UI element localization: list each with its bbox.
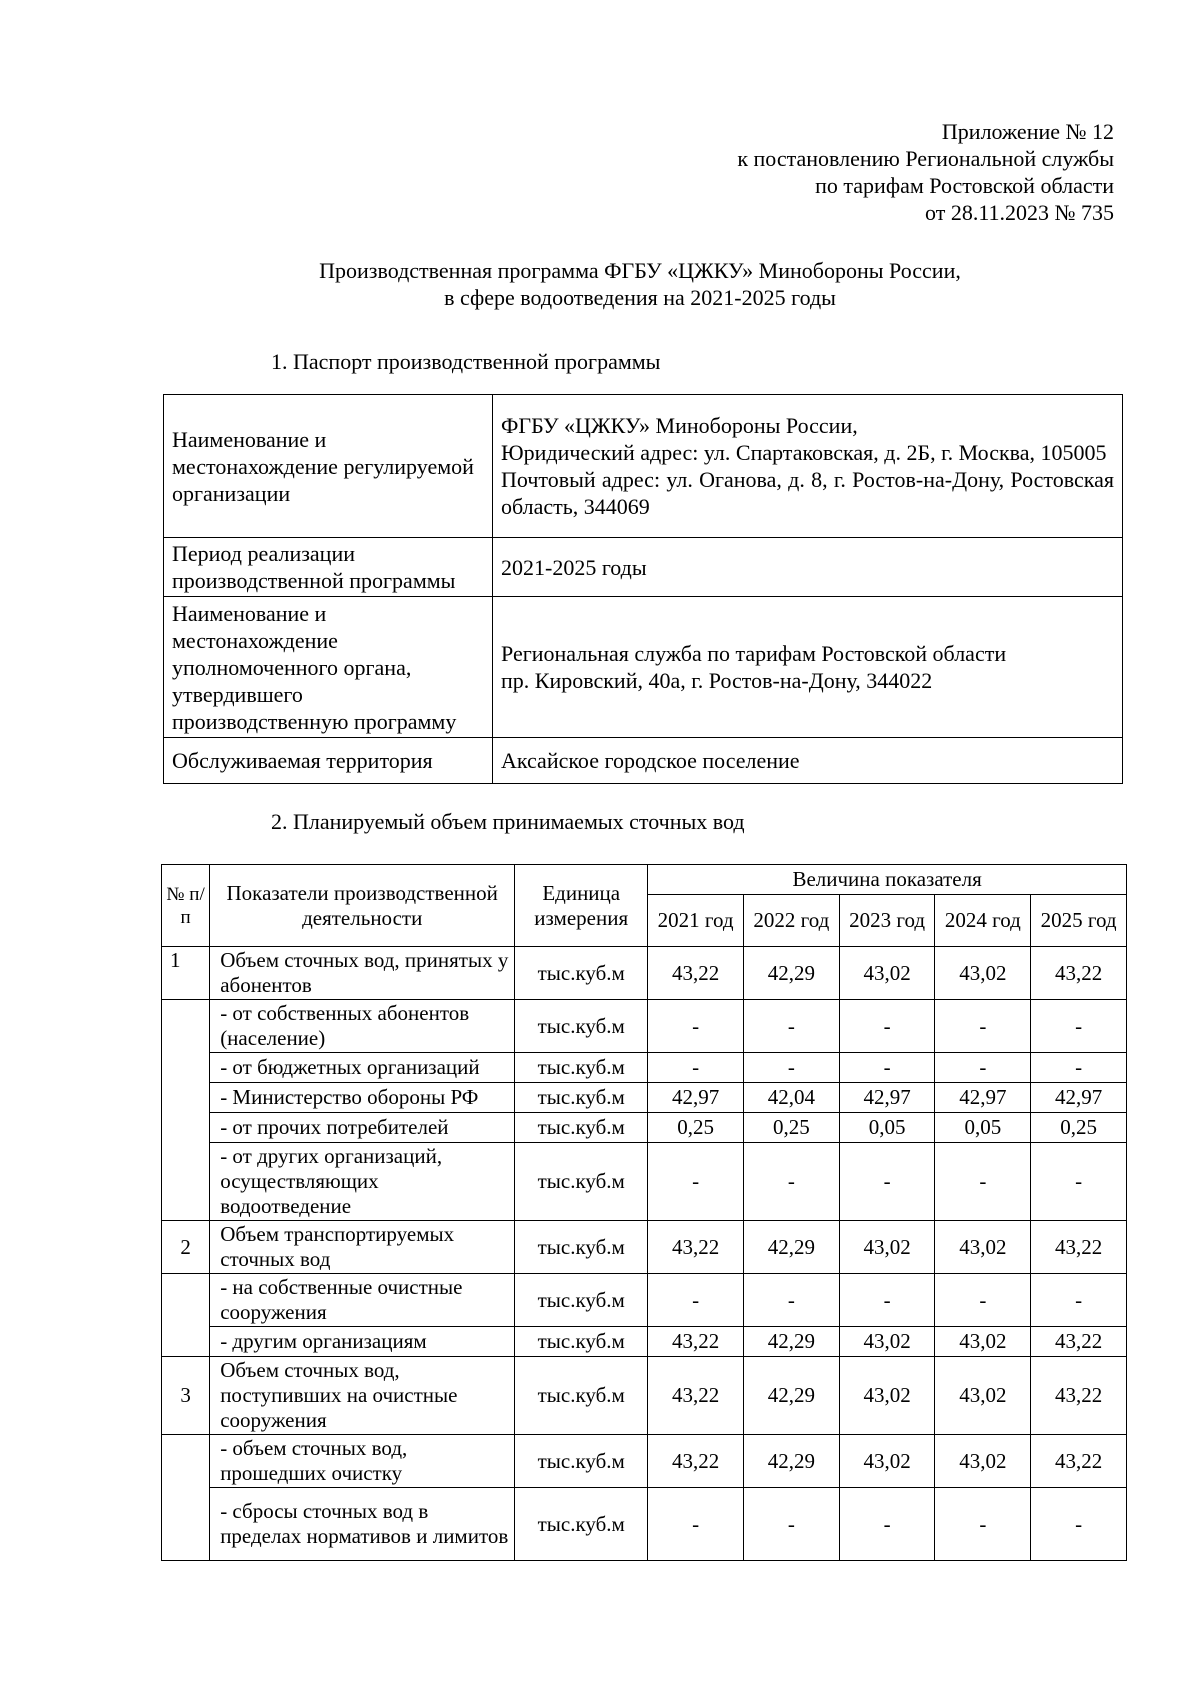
value-cell: - (839, 1274, 935, 1327)
value-cell: 42,29 (743, 1357, 839, 1435)
unit-cell: тыс.куб.м (515, 1327, 648, 1357)
header-indicator: Показатели производственной деятельности (210, 865, 515, 947)
row-number: 2 (162, 1221, 210, 1274)
value-cell: - (935, 1000, 1031, 1053)
value-cell: 43,02 (839, 1357, 935, 1435)
table-row (162, 1221, 1127, 1274)
appendix-authority: по тарифам Ростовской области (815, 173, 1114, 198)
value-cell: - (743, 1053, 839, 1083)
value-cell: 43,22 (648, 1327, 744, 1357)
unit-cell: тыс.куб.м (515, 1000, 648, 1053)
value-cell: 43,02 (839, 1435, 935, 1488)
value-cell: 43,02 (839, 1221, 935, 1274)
passport-value (493, 395, 1123, 538)
table-row (164, 538, 1123, 597)
value-cell: 43,22 (1031, 947, 1127, 1000)
value-cell: 0,05 (935, 1113, 1031, 1143)
passport-label: Период реализации производственной программы (164, 538, 493, 597)
value-cell: - (648, 1274, 744, 1327)
passport-value (493, 738, 1123, 784)
value-cell: 43,22 (1031, 1357, 1127, 1435)
indicator-cell: - от прочих потребителей (210, 1113, 515, 1143)
document-title (160, 257, 1120, 311)
value-cell: 43,22 (648, 1357, 744, 1435)
table-row (162, 1435, 1127, 1488)
value-cell: - (839, 1000, 935, 1053)
value-cell: 43,02 (935, 1357, 1031, 1435)
unit-cell: тыс.куб.м (515, 1274, 648, 1327)
value-cell: - (935, 1488, 1031, 1561)
unit-cell: тыс.куб.м (515, 1143, 648, 1221)
value-cell: 43,22 (1031, 1327, 1127, 1357)
value-cell: - (935, 1143, 1031, 1221)
value-cell: - (1031, 1143, 1127, 1221)
table-row (164, 597, 1123, 738)
header-unit: Единица измерения (515, 865, 648, 947)
indicator-cell: Объем транспортируемых сточных вод (210, 1221, 515, 1274)
value-cell: - (1031, 1053, 1127, 1083)
row-number: 3 (162, 1357, 210, 1435)
value-line: 2021-2025 годы (501, 554, 647, 580)
document-title-line: в сфере водоотведения на 2021-2025 годы (444, 285, 836, 310)
section-1-title: 1. Паспорт производственной программы (271, 349, 661, 374)
value-cell: 0,25 (1031, 1113, 1127, 1143)
passport-label: Наименование и местонахождение регулируемой организации (164, 395, 493, 538)
indicator-cell: Объем сточных вод, принятых у абонентов (210, 947, 515, 1000)
value-cell: - (743, 1000, 839, 1053)
value-cell: 43,02 (935, 1327, 1031, 1357)
unit-cell: тыс.куб.м (515, 947, 648, 1000)
value-cell: - (1031, 1274, 1127, 1327)
value-cell: 43,22 (648, 947, 744, 1000)
value-cell: - (743, 1488, 839, 1561)
header-row (162, 865, 1127, 895)
value-line: Юридический адрес: ул. Спартаковская, д. 2Б, г. Москва, 105005 (501, 440, 1107, 465)
indicator-cell: - от других организаций, осуществляющих водоотведение (210, 1143, 515, 1221)
value-cell: - (743, 1143, 839, 1221)
appendix-number: Приложение № 12 (941, 119, 1114, 144)
passport-table (163, 394, 1123, 784)
table-row (162, 1000, 1127, 1053)
table-row (162, 1143, 1127, 1221)
unit-cell: тыс.куб.м (515, 1357, 648, 1435)
value-cell: 0,05 (839, 1113, 935, 1143)
value-cell: - (839, 1488, 935, 1561)
value-cell: - (648, 1143, 744, 1221)
unit-cell: тыс.куб.м (515, 1113, 648, 1143)
table-row (162, 1357, 1127, 1435)
passport-value (493, 538, 1123, 597)
header-value-group: Величина показателя (648, 865, 1127, 895)
value-cell: 43,22 (1031, 1221, 1127, 1274)
value-line: Аксайское городское поселение (501, 748, 800, 773)
value-cell: - (1031, 1000, 1127, 1053)
header-no: № п/п (162, 865, 210, 947)
unit-cell: тыс.куб.м (515, 1435, 648, 1488)
header-year: 2021 год (648, 895, 744, 947)
unit-cell: тыс.куб.м (515, 1488, 648, 1561)
value-cell: - (839, 1053, 935, 1083)
value-cell: - (935, 1053, 1031, 1083)
header-year: 2024 год (935, 895, 1031, 947)
indicator-cell: - сбросы сточных вод в пределах нормативов и лимитов (210, 1488, 515, 1561)
value-cell: 42,97 (935, 1083, 1031, 1113)
header-year: 2025 год (1031, 895, 1127, 947)
value-cell: 42,97 (648, 1083, 744, 1113)
indicator-cell: - на собственные очистные сооружения (210, 1274, 515, 1327)
unit-cell: тыс.куб.м (515, 1053, 648, 1083)
value-cell: 0,25 (743, 1113, 839, 1143)
value-cell: 43,22 (648, 1221, 744, 1274)
value-line: пр. Кировский, 40а, г. Ростов-на-Дону, 344022 (501, 668, 933, 693)
appendix-resolution: к постановлению Региональной службы (737, 146, 1114, 171)
row-number (162, 1435, 210, 1561)
value-cell: 43,22 (1031, 1435, 1127, 1488)
value-line: Региональная служба по тарифам Ростовской области (501, 641, 1007, 666)
table-row (162, 1327, 1127, 1357)
appendix-header (554, 118, 1114, 226)
value-cell: 43,02 (935, 947, 1031, 1000)
value-cell: 42,04 (743, 1083, 839, 1113)
value-cell: - (743, 1274, 839, 1327)
value-cell: 42,29 (743, 1221, 839, 1274)
wastewater-volume-table (161, 864, 1127, 1561)
indicator-cell: - объем сточных вод, прошедших очистку (210, 1435, 515, 1488)
indicator-cell: - другим организациям (210, 1327, 515, 1357)
table-row (164, 395, 1123, 538)
table-row (162, 1113, 1127, 1143)
table-row (162, 1083, 1127, 1113)
value-cell: - (648, 1488, 744, 1561)
indicator-cell: Объем сточных вод, поступивших на очистные сооружения (210, 1357, 515, 1435)
value-cell: 42,29 (743, 1327, 839, 1357)
value-line: Почтовый адрес: ул. Оганова, д. 8, г. Ростов-на-Дону, Ростовская область, 344069 (501, 467, 1114, 519)
indicator-cell: - Министерство обороны РФ (210, 1083, 515, 1113)
value-cell: 43,02 (839, 947, 935, 1000)
value-cell: - (648, 1000, 744, 1053)
value-cell: - (839, 1143, 935, 1221)
unit-cell: тыс.куб.м (515, 1083, 648, 1113)
table-row (164, 738, 1123, 784)
appendix-date: от 28.11.2023 № 735 (925, 200, 1114, 225)
value-line: ФГБУ «ЦЖКУ» Минобороны России, (501, 413, 858, 438)
value-cell: 43,02 (839, 1327, 935, 1357)
value-cell: 42,29 (743, 1435, 839, 1488)
row-number (162, 1274, 210, 1357)
row-number (162, 1000, 210, 1221)
row-number: 1 (162, 947, 210, 1000)
table-row (162, 1488, 1127, 1561)
passport-value (493, 597, 1123, 738)
value-cell: - (648, 1053, 744, 1083)
passport-label: Наименование и местонахождение уполномоченного органа, утвердившего производственную программу (164, 597, 493, 738)
indicator-cell: - от бюджетных организаций (210, 1053, 515, 1083)
section-2-title: 2. Планируемый объем принимаемых сточных вод (271, 809, 745, 834)
value-cell: 43,22 (648, 1435, 744, 1488)
table-row (162, 947, 1127, 1000)
value-cell: - (935, 1274, 1031, 1327)
value-cell: 0,25 (648, 1113, 744, 1143)
value-cell: 43,02 (935, 1221, 1031, 1274)
unit-cell: тыс.куб.м (515, 1221, 648, 1274)
value-cell: - (1031, 1488, 1127, 1561)
header-year: 2022 год (743, 895, 839, 947)
value-cell: 42,97 (1031, 1083, 1127, 1113)
document-title-line: Производственная программа ФГБУ «ЦЖКУ» Минобороны России, (319, 258, 961, 283)
header-year: 2023 год (839, 895, 935, 947)
table-row (162, 1274, 1127, 1327)
value-cell: 43,02 (935, 1435, 1031, 1488)
value-cell: 42,97 (839, 1083, 935, 1113)
passport-label: Обслуживаемая территория (164, 738, 493, 784)
table-row (162, 1053, 1127, 1083)
value-cell: 42,29 (743, 947, 839, 1000)
indicator-cell: - от собственных абонентов (население) (210, 1000, 515, 1053)
